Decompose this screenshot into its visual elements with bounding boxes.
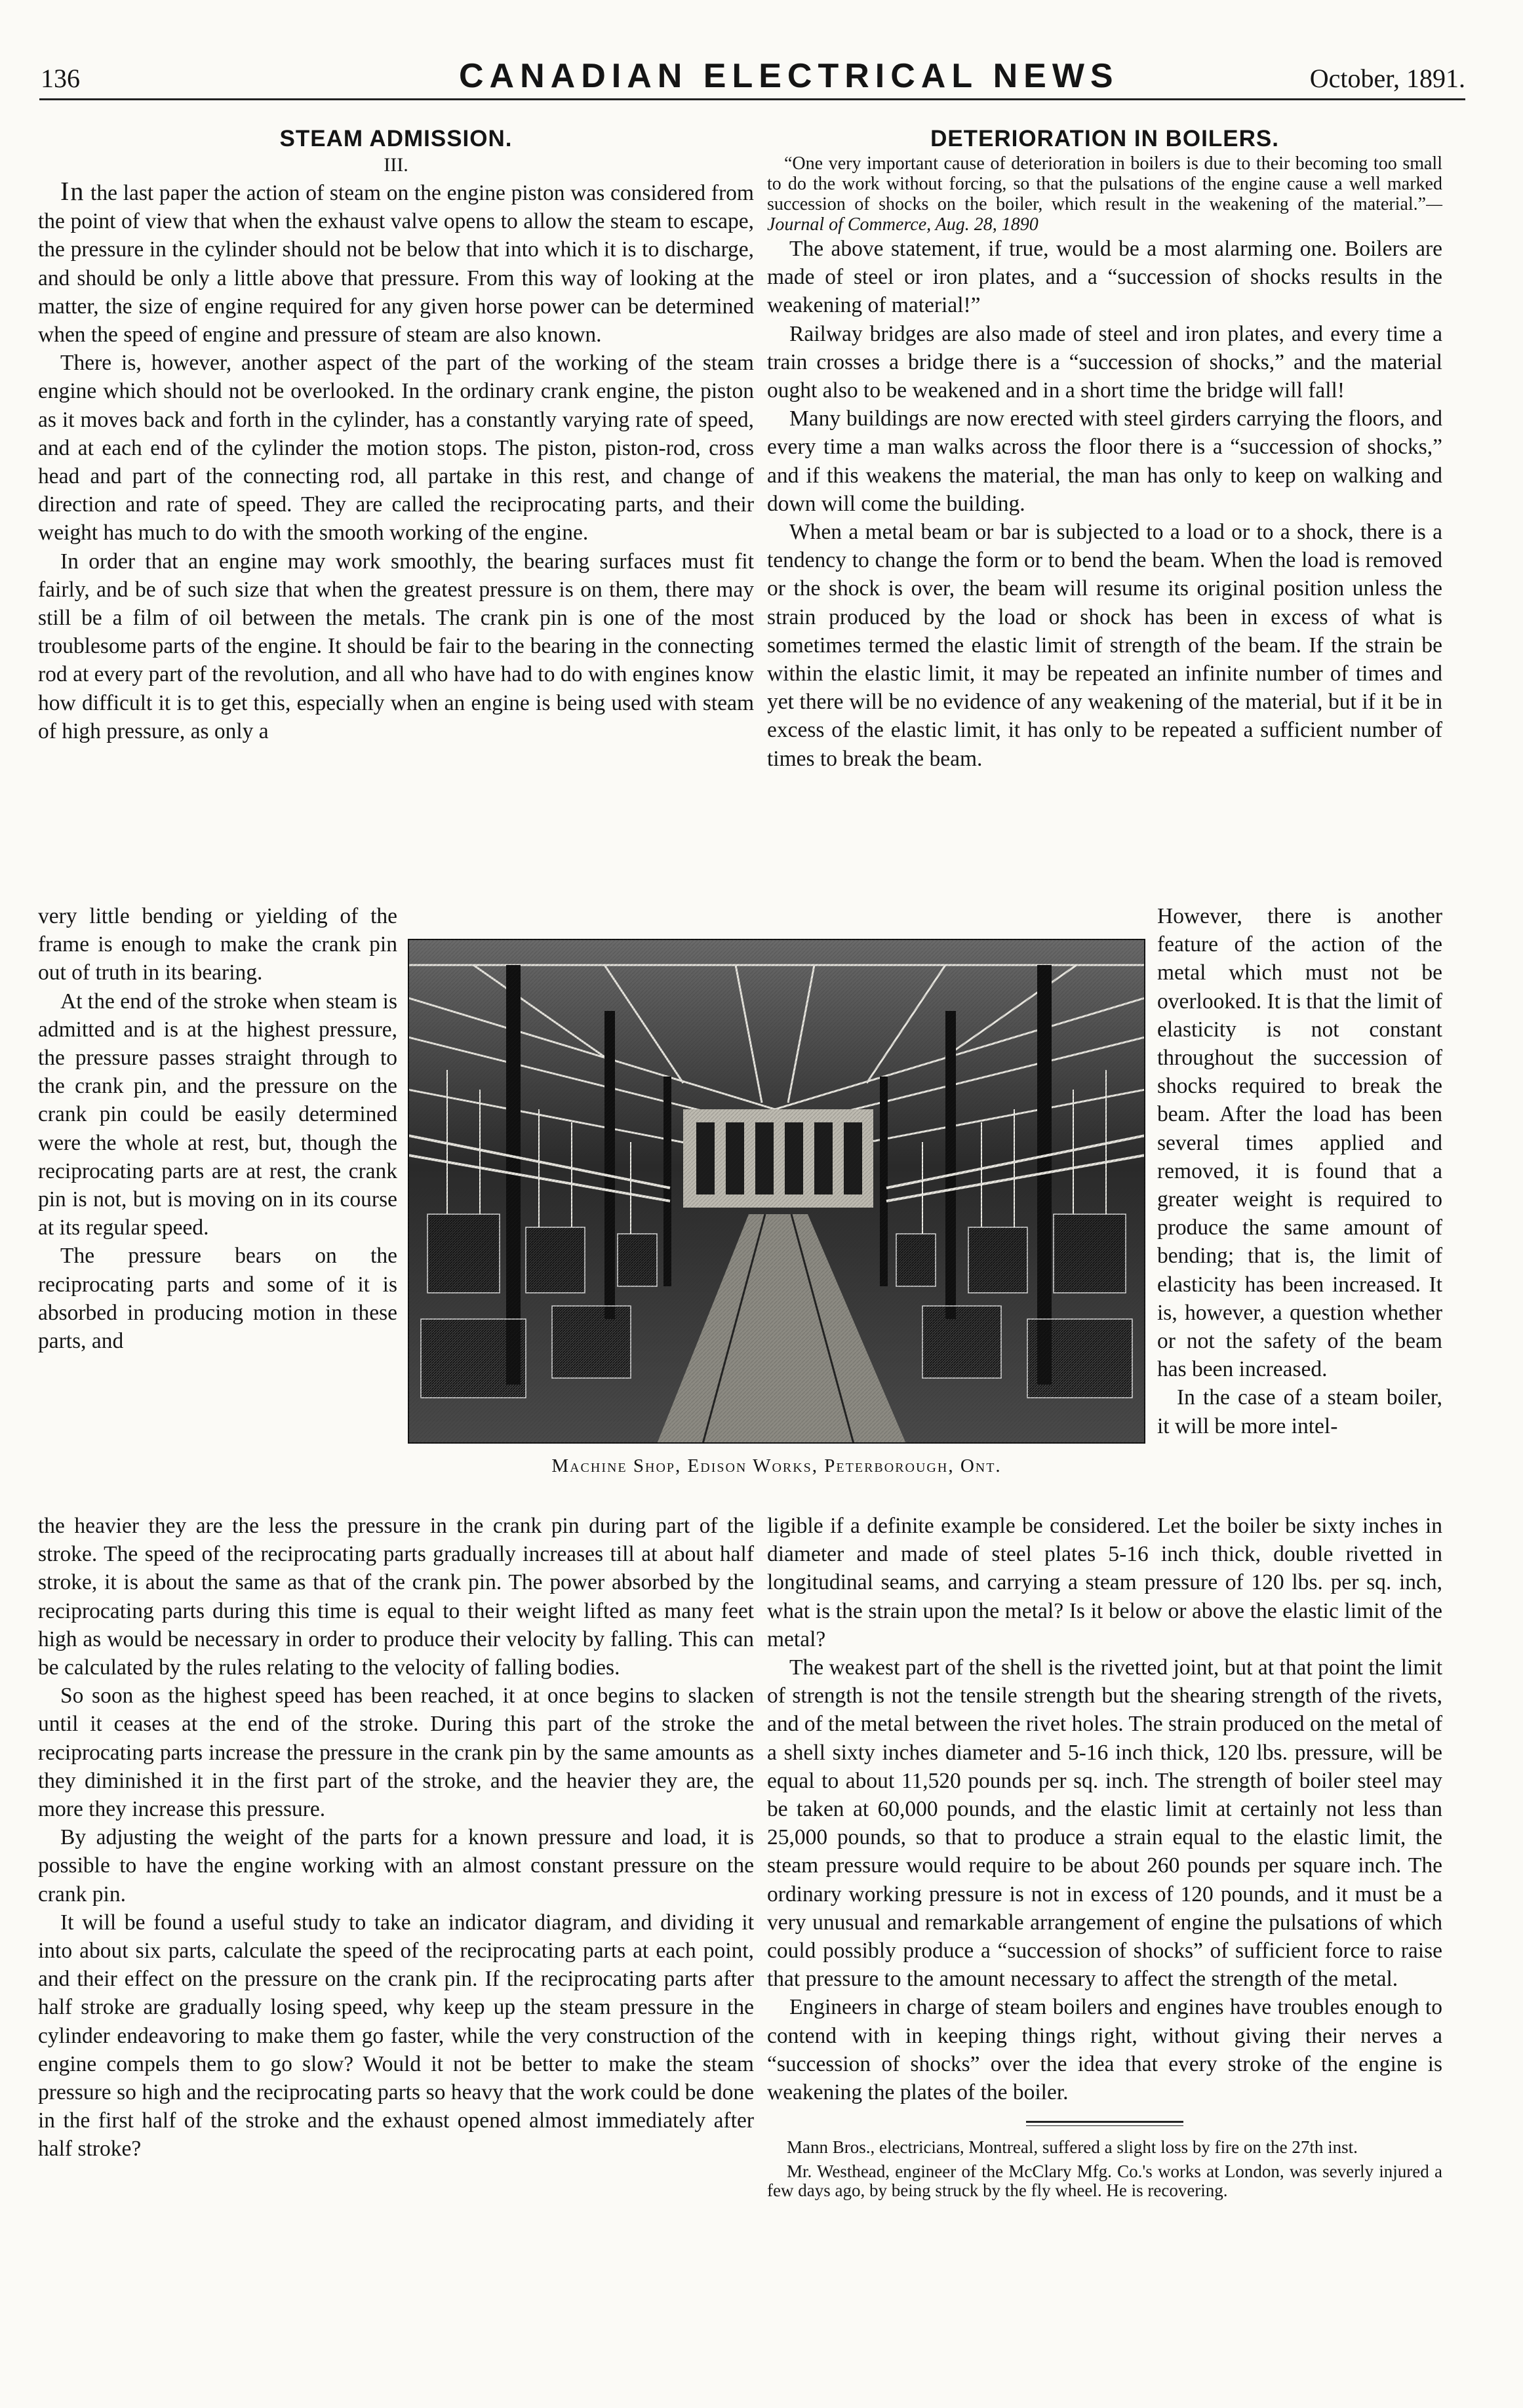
paragraph: In order that an engine may work smoothly, the bearing surfaces must fit fairly, and be of such size that when the greatest pressure is on them, there may still be a film of oil between the metals. The crank pin is one of the most troublesome parts of the engine. It should be fair to the bearing in the connecting rod at every part of the revolution, and all who have had to do with engines know how difficult it is to get this, especially when an engine is being used with steam of high pressure, as only a: [38, 549, 754, 743]
paragraph: In the last paper the action of steam on the engine piston was considered from the point of view that when the exhaust valve opens to allow the steam to escape, the pressure in the cylinder should not be below that into which it is to discharge, and should be only a little above that pressure. From this way of looking at the matter, the size of engine required for any given horse power can be determined when the speed of engine and pressure of steam are also known.: [38, 176, 754, 347]
deterioration-article-narrow: [1157, 902, 1442, 1440]
steam-admission-article-narrow: [38, 902, 397, 1355]
paragraph-continuation: the heavier they are the less the pressure in the crank pin during part of the stroke. The speed of the reciprocating parts gradually increases till at about half stroke, it is about the same as that of the crank pin. The power absorbed by the reciprocating parts during this time is equal to their weight lifted as many feet high as would be necessary in order to produce their velocity by falling. This can be calculated by the rules relating to the velocity of falling bodies.: [38, 1514, 754, 1680]
steam-admission-article-upper: [38, 125, 754, 745]
page-number: 136: [41, 64, 80, 93]
deterioration-article-upper: [767, 125, 1442, 773]
article-heading: STEAM ADMISSION.: [279, 126, 513, 151]
paragraph: However, there is another feature of the action of the metal which must not be overlooked. It is that the limit of elasticity is not constant throughout the succession of shocks required to break the beam. After the load has been several times applied and removed, it is found that a greater weight is required to produce the same amount of bending; that is, the limit of elasticity has been increased. It is, however, a question whether or not the safety of the beam has been increased.: [1157, 904, 1442, 1382]
article-heading: DETERIORATION IN BOILERS.: [930, 126, 1279, 151]
paragraph: By adjusting the weight of the parts for a known pressure and load, it is possible to have the engine working with an almost constant pressure on the crank pin.: [38, 1825, 754, 1906]
paragraph: So soon as the highest speed has been reached, it at once begins to slacken until it ceases at the end of the stroke. During this part of the stroke the reciprocating parts increase the pressure in the crank pin by the same amounts as they diminished it in the first part of the stroke, and the heavier they are, the more they increase this pressure.: [38, 1684, 754, 1822]
paragraph: The pressure bears on the reciprocating parts and some of it is absorbed in producing motion in these parts, and: [38, 1244, 397, 1354]
quoted-passage: “One very important cause of deterioration in boilers is due to their becoming too small to do the work without forcing, so that the pulsations of the engine cause a well marked succession of shocks on the boiler, which result in the weakening of the material.”—Journal of Commerce, Aug. 28, 1890: [767, 153, 1442, 235]
paragraph: In the case of a steam boiler, it will be more intel-: [1157, 1385, 1442, 1438]
deterioration-article-lower: [767, 1512, 1442, 2205]
paragraph: Engineers in charge of steam boilers and engines have troubles enough to contend with in keeping things right, without giving their nerves a “succession of shocks” over the idea that every stroke of the engine is weakening the plates of the boiler.: [767, 1995, 1442, 2105]
issue-date: October, 1891.: [1309, 64, 1465, 93]
paragraph: The above statement, if true, would be a most alarming one. Boilers are made of steel or iron plates, and a “succession of shocks results in the weakening of material!”: [767, 237, 1442, 318]
news-note: Mr. Westhead, engineer of the McClary Mfg. Co.'s works at London, was severly injured a few days ago, by being struck by the fly wheel. He is recovering.: [767, 2161, 1442, 2201]
machine-shop-engraving: [408, 939, 1145, 1444]
paragraph: Many buildings are now erected with steel girders carrying the floors, and every time a man walks across the floor there is a “succession of shocks,” and if this weakens the material, the man has only to keep on walking and down will come the building.: [767, 406, 1442, 516]
steam-admission-article-lower: [38, 1512, 754, 2163]
masthead-title: CANADIAN ELECTRICAL NEWS: [459, 57, 1119, 95]
news-note: Mann Bros., electricians, Montreal, suffered a slight loss by fire on the 27th inst.: [787, 2137, 1358, 2158]
header-rule: [39, 98, 1465, 100]
paragraph-continuation: very little bending or yielding of the frame is enough to make the crank pin out of truth in its bearing.: [38, 904, 397, 985]
paragraph-continuation: ligible if a definite example be considered. Let the boiler be sixty inches in diameter and made of steel plates 5-16 inch thick, double rivetted in longitudinal seams, and carrying a steam pressure of 120 lbs. per sq. inch, what is the strain upon the metal? Is it below or above the elastic limit of the metal?: [767, 1514, 1442, 1651]
paragraph: When a metal beam or bar is subjected to a load or to a shock, there is a tendency to change the form or to bend the beam. When the load is removed or the shock is over, the beam will resume its original position unless the strain produced by the load or shock has been in excess of what is sometimes termed the elastic limit of strength of the beam. If the strain be within the elastic limit, it may be repeated an infinite number of times and yet there will be no evidence of any weakening of the material, but if it be in excess of the elastic limit, it has only to be repeated a sufficient number of times to break the beam.: [767, 520, 1442, 771]
paragraph: It will be found a useful study to take an indicator diagram, and dividing it into about six parts, calculate the speed of the reciprocating parts at each point, and their effect on the pressure on the crank pin. If the reciprocating parts after half stroke are gradually losing speed, why keep up the steam pressure in the cylinder endeavoring to make them go faster, while the very construction of the engine compels them to go slow? Would it not be better to make the steam pressure so high and the reciprocating parts so heavy that the work could be done in the first half of the stroke and the exhaust opened almost immediately after half stroke?: [38, 1910, 754, 2161]
paragraph: The weakest part of the shell is the rivetted joint, but at that point the limit of strength is not the tensile strength but the shearing strength of the rivets, and of the metal between the rivet holes. The strain produced on the metal of a shell sixty inches diameter and 5-16 inch thick, 120 lbs. pressure, will be equal to about 11,520 pounds per sq. inch. The strength of boiler steel may be taken at 60,000 pounds, and the elastic limit at certainly not less than 25,000 pounds, so that to produce a strain equal to the elastic limit, the steam pressure would require to be about 260 pounds per square inch. The ordinary working pressure is not in excess of 120 pounds, and it must be a very unusual and remarkable arrangement of engine the pulsations of which could possibly produce a “succession of shocks” of sufficient force to raise that pressure to the amount necessary to affect the strength of the metal.: [767, 1655, 1442, 1992]
paragraph: At the end of the stroke when steam is admitted and is at the highest pressure, the pressure passes straight through to the crank pin, and the pressure on the crank pin could be easily determined were the whole at rest, but, though the reciprocating parts are at rest, the crank pin is not, but is moving on in its course at its regular speed.: [38, 989, 397, 1240]
paragraph: Railway bridges are also made of steel and iron plates, and every time a train crosses a bridge there is a “succession of shocks,” and the material ought also to be weakened and in a short time the bridge will fall!: [767, 321, 1442, 403]
section-divider: [1026, 2121, 1183, 2126]
article-subheading: III.: [384, 154, 408, 176]
quote-source: —Journal of Commerce, Aug. 28, 1890: [767, 194, 1442, 235]
paragraph: There is, however, another aspect of the part of the working of the steam engine which should not be overlooked. In the ordinary crank engine, the piston as it moves back and forth in the cylinder, has a constantly varying rate of speed, and at each end of the cylinder the motion stops. The piston, piston-rod, cross head and part of the connecting rod, all partake in this rest, and change of direction and rate of speed. They are called the reciprocating parts, and their weight has much to do with the smooth working of the engine.: [38, 351, 754, 545]
dropcap: In: [60, 176, 85, 206]
figure-caption: Machine Shop, Edison Works, Peterborough, Ont.: [551, 1455, 1002, 1476]
